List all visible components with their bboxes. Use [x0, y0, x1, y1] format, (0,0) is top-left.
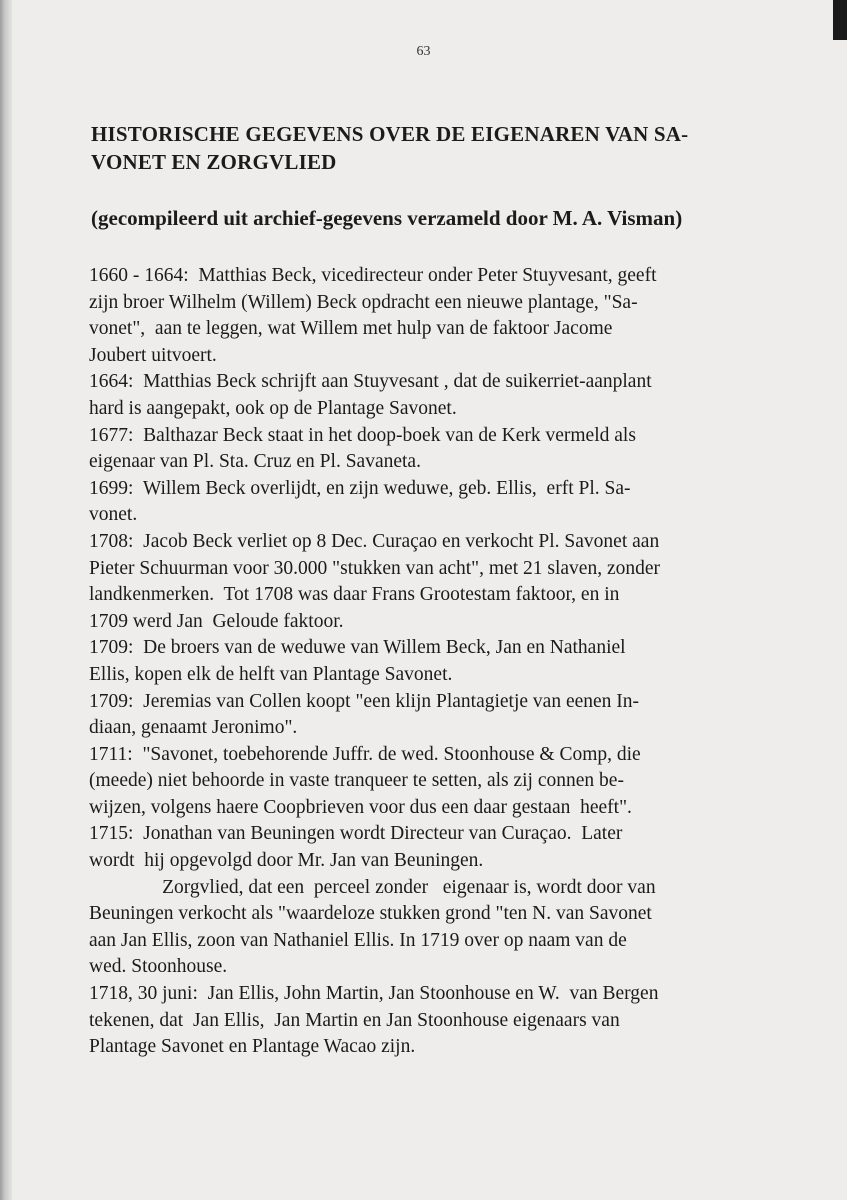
text-line: 1709: De broers van de weduwe van Willem Beck, Jan en Nathaniel [89, 637, 626, 659]
text-line: (meede) niet behoorde in vaste tranqueer te setten, als zij connen be- [89, 770, 624, 792]
text-line: 1699: Willem Beck overlijdt, en zijn weduwe, geb. Ellis, erft Pl. Sa- [89, 477, 631, 499]
body-text [89, 263, 789, 1061]
text-line: tekenen, dat Jan Ellis, Jan Martin en Jan Stoonhouse eigenaars van [89, 1009, 620, 1031]
page-binding-shadow [0, 0, 12, 1200]
text-line: eigenaar van Pl. Sta. Cruz en Pl. Savaneta. [89, 451, 421, 473]
text-line: 1709: Jeremias van Collen koopt "een klijn Plantagietje van eenen In- [89, 690, 640, 712]
text-line: Pieter Schuurman voor 30.000 "stukken van acht", met 21 slaven, zonder [89, 557, 660, 579]
text-line: 1715: Jonathan van Beuningen wordt Directeur van Curaçao. Later [89, 823, 623, 845]
text-line: 1718, 30 juni: Jan Ellis, John Martin, Jan Stoonhouse en W. van Bergen [89, 983, 659, 1005]
text-line: Zorgvlied, dat een perceel zonder eigenaar is, wordt door van [89, 876, 656, 898]
text-line: hard is aangepakt, ook op de Plantage Savonet. [89, 397, 457, 419]
title-line: VONET EN ZORGVLIED [91, 150, 337, 174]
text-line: Joubert uitvoert. [89, 344, 217, 366]
document-title [91, 120, 781, 176]
document-subtitle: (gecompileerd uit archief-gegevens verzameld door M. A. Visman) [91, 206, 683, 230]
text-line: Beuningen verkocht als "waardeloze stukken grond "ten N. van Savonet [89, 903, 652, 925]
text-line: 1664: Matthias Beck schrijft aan Stuyvesant , dat de suikerriet-aanplant [89, 371, 652, 393]
text-line: zijn broer Wilhelm (Willem) Beck opdracht een nieuwe plantage, "Sa- [89, 291, 638, 313]
text-line: vonet", aan te leggen, wat Willem met hulp van de faktoor Jacome [89, 318, 613, 340]
text-line: 1677: Balthazar Beck staat in het doop-boek van de Kerk vermeld als [89, 424, 636, 446]
text-line: wordt hij opgevolgd door Mr. Jan van Beuningen. [89, 850, 484, 872]
text-line: wed. Stoonhouse. [89, 956, 228, 978]
text-line: 1709 werd Jan Geloude faktoor. [89, 610, 344, 632]
text-line: diaan, genaamt Jeronimo". [89, 717, 298, 739]
text-line: 1708: Jacob Beck verliet op 8 Dec. Curaçao en verkocht Pl. Savonet aan [89, 530, 660, 552]
text-line: Ellis, kopen elk de helft van Plantage Savonet. [89, 663, 453, 685]
text-line: landkenmerken. Tot 1708 was daar Frans Grootestam faktoor, en in [89, 584, 620, 606]
page-number: 63 [416, 44, 431, 59]
scan-corner-mark [833, 0, 847, 40]
text-line: 1660 - 1664: Matthias Beck, vicedirecteur onder Peter Stuyvesant, geeft [89, 265, 657, 286]
text-line: 1711: "Savonet, toebehorende Juffr. de wed. Stoonhouse & Comp, die [89, 743, 641, 765]
title-line: HISTORISCHE GEGEVENS OVER DE EIGENAREN VAN SA- [91, 122, 689, 146]
text-line: vonet. [89, 504, 138, 526]
text-line: wijzen, volgens haere Coopbrieven voor dus een daar gestaan heeft". [89, 796, 632, 818]
text-line: aan Jan Ellis, zoon van Nathaniel Ellis. In 1719 over op naam van de [89, 929, 627, 951]
text-line: Plantage Savonet en Plantage Wacao zijn. [89, 1036, 416, 1058]
